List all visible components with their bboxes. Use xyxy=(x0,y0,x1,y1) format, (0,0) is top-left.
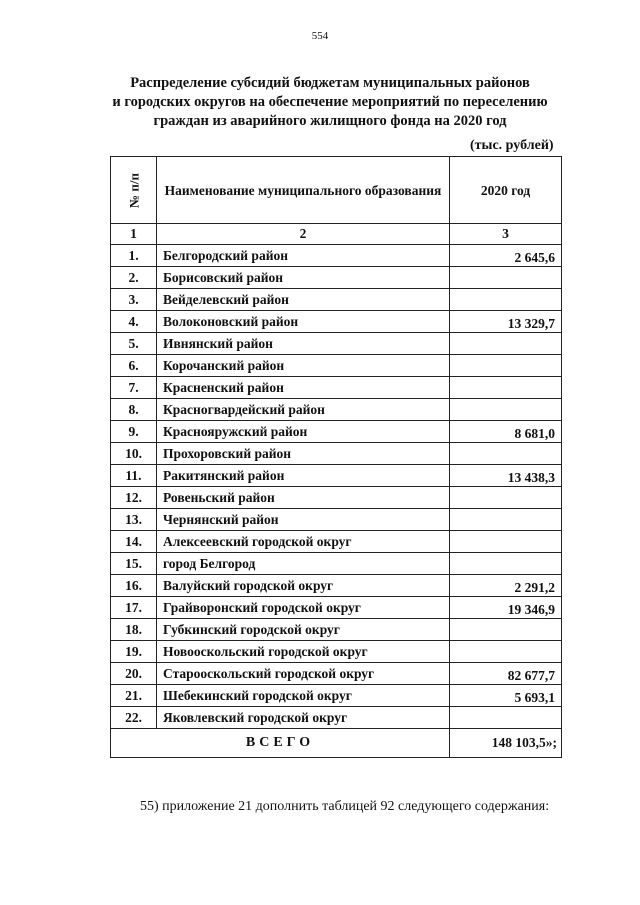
row-number: 21. xyxy=(111,685,157,707)
table-row xyxy=(111,289,562,311)
table-row xyxy=(111,311,562,333)
header-num xyxy=(111,157,157,224)
table-row xyxy=(111,685,562,707)
row-value xyxy=(450,707,562,729)
row-name: Борисовский район xyxy=(157,267,450,289)
row-value: 82 677,7 xyxy=(450,663,562,685)
column-index-2: 2 xyxy=(157,224,450,245)
footer-text: 55) приложение 21 дополнить таблицей 92 следующего содержания: xyxy=(140,799,550,814)
row-value: 5 693,1 xyxy=(450,685,562,707)
table-row xyxy=(111,575,562,597)
row-value: 13 438,3 xyxy=(450,465,562,487)
row-name: Чернянский район xyxy=(157,509,450,531)
row-value xyxy=(450,531,562,553)
row-value: 2 645,6 xyxy=(450,245,562,267)
row-value: 19 346,9 xyxy=(450,597,562,619)
row-name: Красненский район xyxy=(157,377,450,399)
row-value xyxy=(450,619,562,641)
row-name: Корочанский район xyxy=(157,355,450,377)
row-name: Алексеевский городской округ xyxy=(157,531,450,553)
row-name: Валуйский городской округ xyxy=(157,575,450,597)
row-value: 13 329,7 xyxy=(450,311,562,333)
table-row xyxy=(111,465,562,487)
row-name: Ракитянский район xyxy=(157,465,450,487)
table-row xyxy=(111,245,562,267)
row-number: 14. xyxy=(111,531,157,553)
table-row xyxy=(111,355,562,377)
row-value xyxy=(450,641,562,663)
row-name: Ровеньский район xyxy=(157,487,450,509)
row-number: 17. xyxy=(111,597,157,619)
table-row xyxy=(111,641,562,663)
table-row xyxy=(111,597,562,619)
table-row xyxy=(111,443,562,465)
row-value xyxy=(450,443,562,465)
row-number: 3. xyxy=(111,289,157,311)
header-value: 2020 год xyxy=(450,157,562,224)
row-number: 6. xyxy=(111,355,157,377)
column-index-row xyxy=(111,224,562,245)
row-value xyxy=(450,267,562,289)
row-number: 16. xyxy=(111,575,157,597)
title-line-2: и городских округов на обеспечение мероприятий по переселению xyxy=(112,94,548,110)
column-index-3: 3 xyxy=(450,224,562,245)
row-name: Ивнянский район xyxy=(157,333,450,355)
row-value xyxy=(450,377,562,399)
subsidy-table xyxy=(110,156,562,758)
row-value: 2 291,2 xyxy=(450,575,562,597)
row-number: 9. xyxy=(111,421,157,443)
row-name: Шебекинский городской округ xyxy=(157,685,450,707)
row-number: 5. xyxy=(111,333,157,355)
column-index-1: 1 xyxy=(111,224,157,245)
table-row xyxy=(111,663,562,685)
table-row xyxy=(111,267,562,289)
title-line-3: граждан из аварийного жилищного фонда на 2020 год xyxy=(153,113,507,129)
table-row xyxy=(111,531,562,553)
row-name: Красногвардейский район xyxy=(157,399,450,421)
row-name: Белгородский район xyxy=(157,245,450,267)
table-header-row xyxy=(111,157,562,224)
row-number: 12. xyxy=(111,487,157,509)
total-value: 148 103,5»; xyxy=(450,729,562,758)
row-value xyxy=(450,333,562,355)
row-number: 11. xyxy=(111,465,157,487)
total-label: ВСЕГО xyxy=(111,729,450,758)
row-name: Прохоровский район xyxy=(157,443,450,465)
table-row xyxy=(111,619,562,641)
header-name: Наименование муниципального образования xyxy=(157,157,450,224)
row-name: Новооскольский городской округ xyxy=(157,641,450,663)
table-row xyxy=(111,509,562,531)
row-value xyxy=(450,487,562,509)
row-name: Краснояружский район xyxy=(157,421,450,443)
table-row xyxy=(111,377,562,399)
table-row xyxy=(111,333,562,355)
header-num-label: № п/п xyxy=(126,173,141,208)
row-name: Яковлевский городской округ xyxy=(157,707,450,729)
table-row xyxy=(111,553,562,575)
row-value xyxy=(450,355,562,377)
page-number: 554 xyxy=(311,30,329,42)
row-value: 8 681,0 xyxy=(450,421,562,443)
row-name: Губкинский городской округ xyxy=(157,619,450,641)
row-name: город Белгород xyxy=(157,553,450,575)
table-row xyxy=(111,399,562,421)
total-row xyxy=(111,729,562,758)
table-row xyxy=(111,707,562,729)
title-line-1: Распределение субсидий бюджетам муниципальных районов xyxy=(130,75,530,91)
row-number: 1. xyxy=(111,245,157,267)
row-name: Старооскольский городской округ xyxy=(157,663,450,685)
units-label: (тыс. рублей) xyxy=(470,138,554,153)
document-title xyxy=(70,74,590,131)
row-value xyxy=(450,289,562,311)
table-row xyxy=(111,487,562,509)
row-name: Вейделевский район xyxy=(157,289,450,311)
table-row xyxy=(111,421,562,443)
row-name: Волоконовский район xyxy=(157,311,450,333)
row-number: 2. xyxy=(111,267,157,289)
row-number: 8. xyxy=(111,399,157,421)
row-value xyxy=(450,399,562,421)
row-name: Грайворонский городской округ xyxy=(157,597,450,619)
row-number: 19. xyxy=(111,641,157,663)
row-number: 13. xyxy=(111,509,157,531)
row-number: 7. xyxy=(111,377,157,399)
row-number: 18. xyxy=(111,619,157,641)
row-value xyxy=(450,553,562,575)
row-number: 20. xyxy=(111,663,157,685)
row-number: 4. xyxy=(111,311,157,333)
row-number: 15. xyxy=(111,553,157,575)
row-value xyxy=(450,509,562,531)
row-number: 22. xyxy=(111,707,157,729)
row-number: 10. xyxy=(111,443,157,465)
